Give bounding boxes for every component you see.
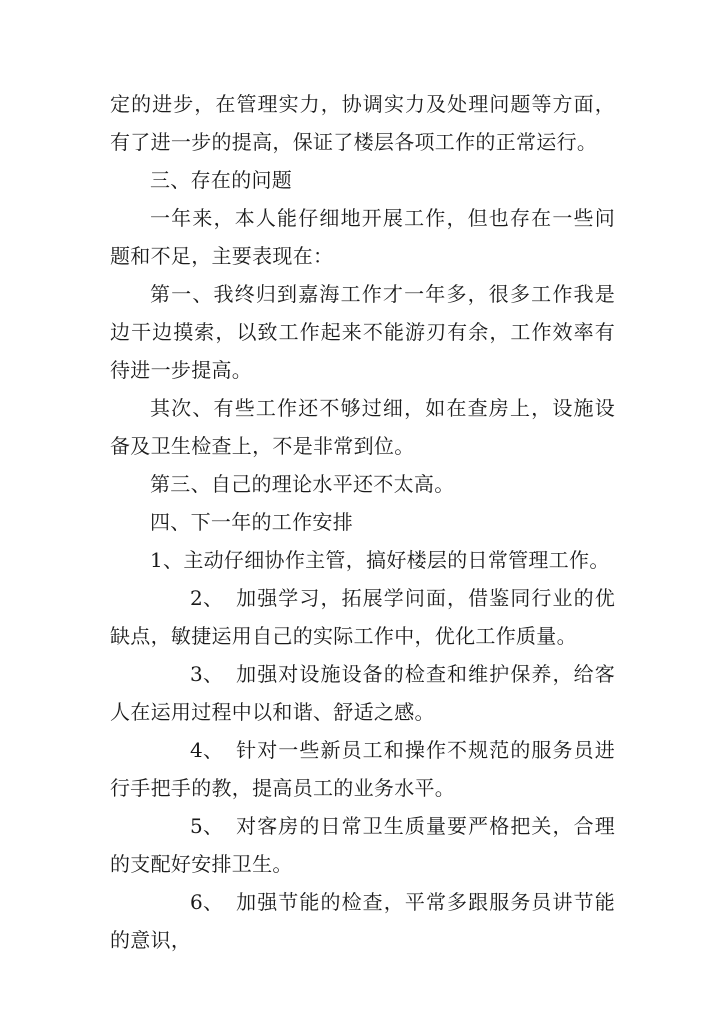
paragraph-problem-third: [110, 465, 615, 503]
plan-item-text: 加强节能的检查，平常多跟服务员讲节能的意识，: [110, 890, 615, 952]
heading-existing-problems: [110, 161, 615, 199]
heading-text: 三、存在的问题: [150, 168, 293, 192]
paragraph-text: 其次、有些工作还不够过细，如在查房上，设施设备及卫生检查上，不是非常到位。: [110, 396, 615, 458]
plan-item-number: 6、: [190, 890, 224, 914]
heading-text: 四、下一年的工作安排: [150, 510, 353, 534]
plan-item-4: [110, 731, 615, 807]
plan-item-text: 1、主动仔细协作主管，搞好楼层的日常管理工作。: [150, 548, 610, 572]
paragraph-problem-second: [110, 389, 615, 465]
plan-item-number: 3、: [190, 662, 224, 686]
plan-item-number: 2、: [190, 586, 224, 610]
heading-next-year-plan: [110, 503, 615, 541]
plan-item-number: 4、: [190, 738, 224, 762]
paragraph-text: 定的进步，在管理实力，协调实力及处理问题等方面，有了进一步的提高，保证了楼层各项工作的正常运行。: [110, 92, 615, 154]
plan-item-2: [110, 579, 615, 655]
paragraph-progress-continued: [110, 85, 615, 161]
paragraph-problems-intro: [110, 199, 615, 275]
plan-item-number: 5、: [190, 814, 224, 838]
plan-item-text: 针对一些新员工和操作不规范的服务员进行手把手的教，提高员工的业务水平。: [110, 738, 615, 800]
paragraph-text: 第三、自己的理论水平还不太高。: [150, 472, 455, 496]
plan-item-3: [110, 655, 615, 731]
plan-item-text: 对客房的日常卫生质量要严格把关，合理的支配好安排卫生。: [110, 814, 615, 876]
paragraph-text: 第一、我终归到嘉海工作才一年多，很多工作我是边干边摸索，以致工作起来不能游刃有余，工作效率有待进一步提高。: [110, 282, 615, 382]
plan-item-5: [110, 807, 615, 883]
plan-item-1: [110, 541, 615, 579]
paragraph-text: 一年来，本人能仔细地开展工作，但也存在一些问题和不足，主要表现在：: [110, 206, 615, 268]
plan-item-text: 加强学习，拓展学问面，借鉴同行业的优缺点，敏捷运用自己的实际工作中，优化工作质量。: [110, 586, 615, 648]
plan-item-text: 加强对设施设备的检查和维护保养，给客人在运用过程中以和谐、舒适之感。: [110, 662, 615, 724]
paragraph-problem-first: [110, 275, 615, 389]
document-body: [110, 85, 615, 959]
plan-item-6: [110, 883, 615, 959]
